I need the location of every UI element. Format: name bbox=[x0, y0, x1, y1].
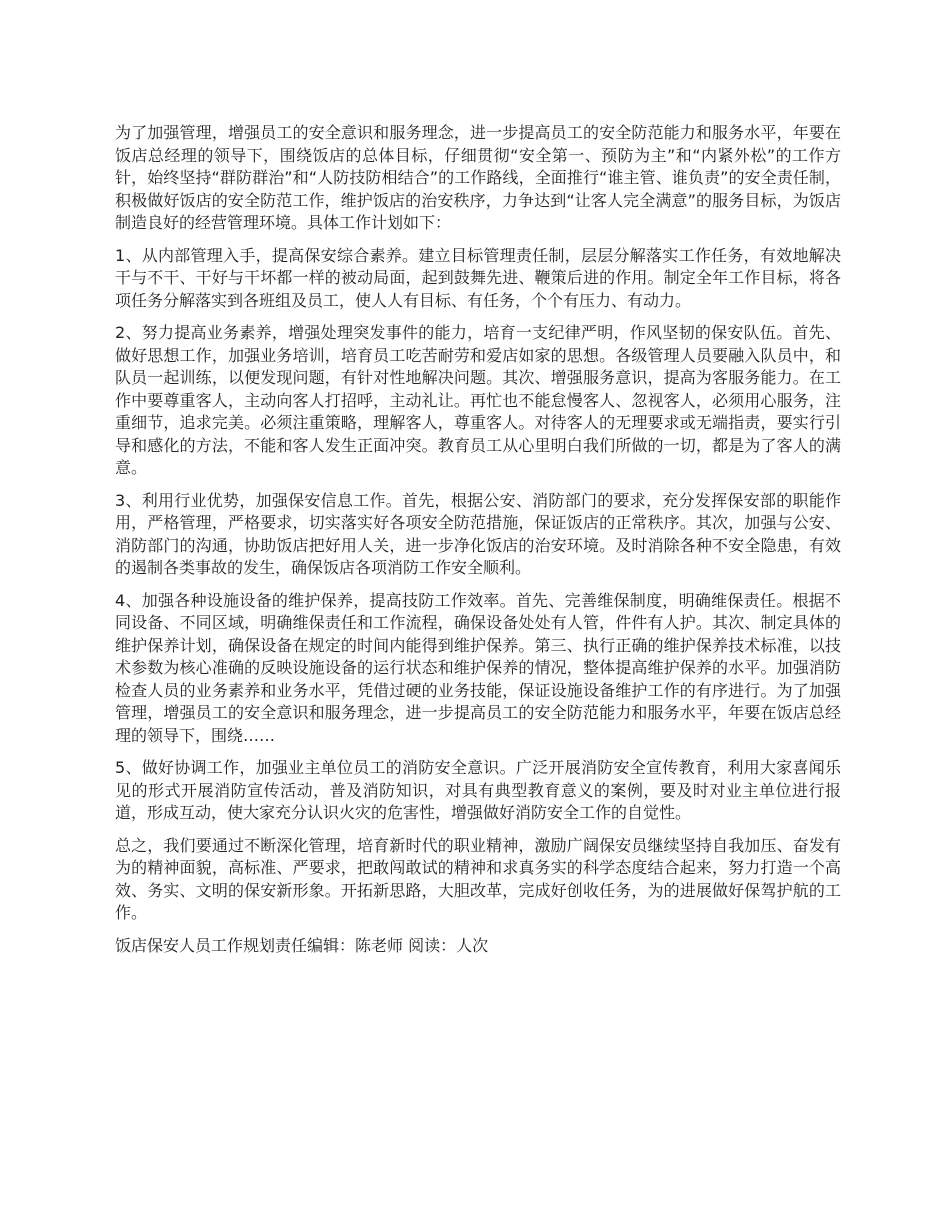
plan-item-5-paragraph: 5、做好协调工作，加强业主单位员工的消防安全意识。广泛开展消防安全宣传教育，利用大家喜闻乐见的形式开展消防宣传活动，普及消防知识，对具有典型教育意义的案例，要及时对业主单位进行报道，形成互动，使大家充分认识火灾的危害性，增强做好消防安全工作的自觉性。 bbox=[115, 758, 841, 822]
document-page bbox=[115, 122, 841, 957]
editor-footer-line: 饭店保安人员工作规划责任编辑：陈老师 阅读：人次 bbox=[115, 935, 489, 955]
conclusion-paragraph: 总之，我们要通过不断深化管理，培育新时代的职业精神，激励广阔保安员继续坚持自我加压、奋发有为的精神面貌，高标准、严要求，把敢闯敢试的精神和求真务实的科学态度结合起来，努力打造一个高效、务实、文明的保安新形象。开拓新思路，大胆改革，完成好创收任务，为的进展做好保驾护航的工作。 bbox=[115, 835, 841, 922]
plan-item-2-paragraph: 2、努力提高业务素养，增强处理突发事件的能力，培育一支纪律严明，作风坚韧的保安队伍。首先、做好思想工作，加强业务培训，培育员工吃苦耐劳和爱店如家的思想。各级管理人员要融入队员中，和队员一起训练，以便发现问题，有针对性地解决问题。其次、增强服务意识，提高为客服务能力。在工作中要尊重客人，主动向客人打招呼，主动礼让。再忙也不能怠慢客人、忽视客人，必须用心服务，注重细节，追求完美。必须注重策略，理解客人，尊重客人。对待客人的无理要求或无端指责，要实行引导和感化的方法，不能和客人发生正面冲突。教育员工从心里明白我们所做的一切，都是为了客人的满意。 bbox=[115, 323, 841, 477]
plan-item-1-paragraph: 1、从内部管理入手，提高保安综合素养。建立目标管理责任制，层层分解落实工作任务，有效地解决干与不干、干好与干坏都一样的被动局面，起到鼓舞先进、鞭策后进的作用。制定全年工作目标，将各项任务分解落实到各班组及员工，使人人有目标、有任务，个个有压力、有动力。 bbox=[115, 245, 841, 310]
intro-paragraph: 为了加强管理，增强员工的安全意识和服务理念，进一步提高员工的安全防范能力和服务水平，年要在饭店总经理的领导下，围绕饭店的总体目标，仔细贯彻“安全第一、预防为主”和“内紧外松”的工作方针，始终坚持“群防群治”和“人防技防相结合”的工作路线，全面推行“谁主管、谁负责”的安全责任制，积极做好饭店的安全防范工作，维护饭店的治安秩序，力争达到“让客人完全满意”的服务目标，为饭店制造良好的经营管理环境。具体工作计划如下： bbox=[115, 123, 841, 232]
plan-item-3-paragraph: 3、利用行业优势，加强保安信息工作。首先，根据公安、消防部门的要求，充分发挥保安部的职能作用，严格管理，严格要求，切实落实好各项安全防范措施，保证饭店的正常秩序。其次，加强与公安、消防部门的沟通，协助饭店把好用人关，进一步净化饭店的治安环境。及时消除各种不安全隐患，有效的遏制各类事故的发生，确保饭店各项消防工作安全顺利。 bbox=[115, 490, 841, 577]
plan-item-4-paragraph: 4、加强各种设施设备的维护保养，提高技防工作效率。首先、完善维保制度，明确维保责任。根据不同设备、不同区域，明确维保责任和工作流程，确保设备处处有人管，件件有人护。其次、制定具体的维护保养计划，确保设备在规定的时间内能得到维护保养。第三、执行正确的维护保养技术标准，以技术参数为核心准确的反映设施设备的运行状态和维护保养的情况，整体提高维护保养的水平。加强消防检查人员的业务素养和业务水平，凭借过硬的业务技能，保证设施设备维护工作的有序进行。为了加强管理，增强员工的安全意识和服务理念，进一步提高员工的安全防范能力和服务水平，年要在饭店总经理的领导下，围绕…… bbox=[115, 590, 841, 745]
